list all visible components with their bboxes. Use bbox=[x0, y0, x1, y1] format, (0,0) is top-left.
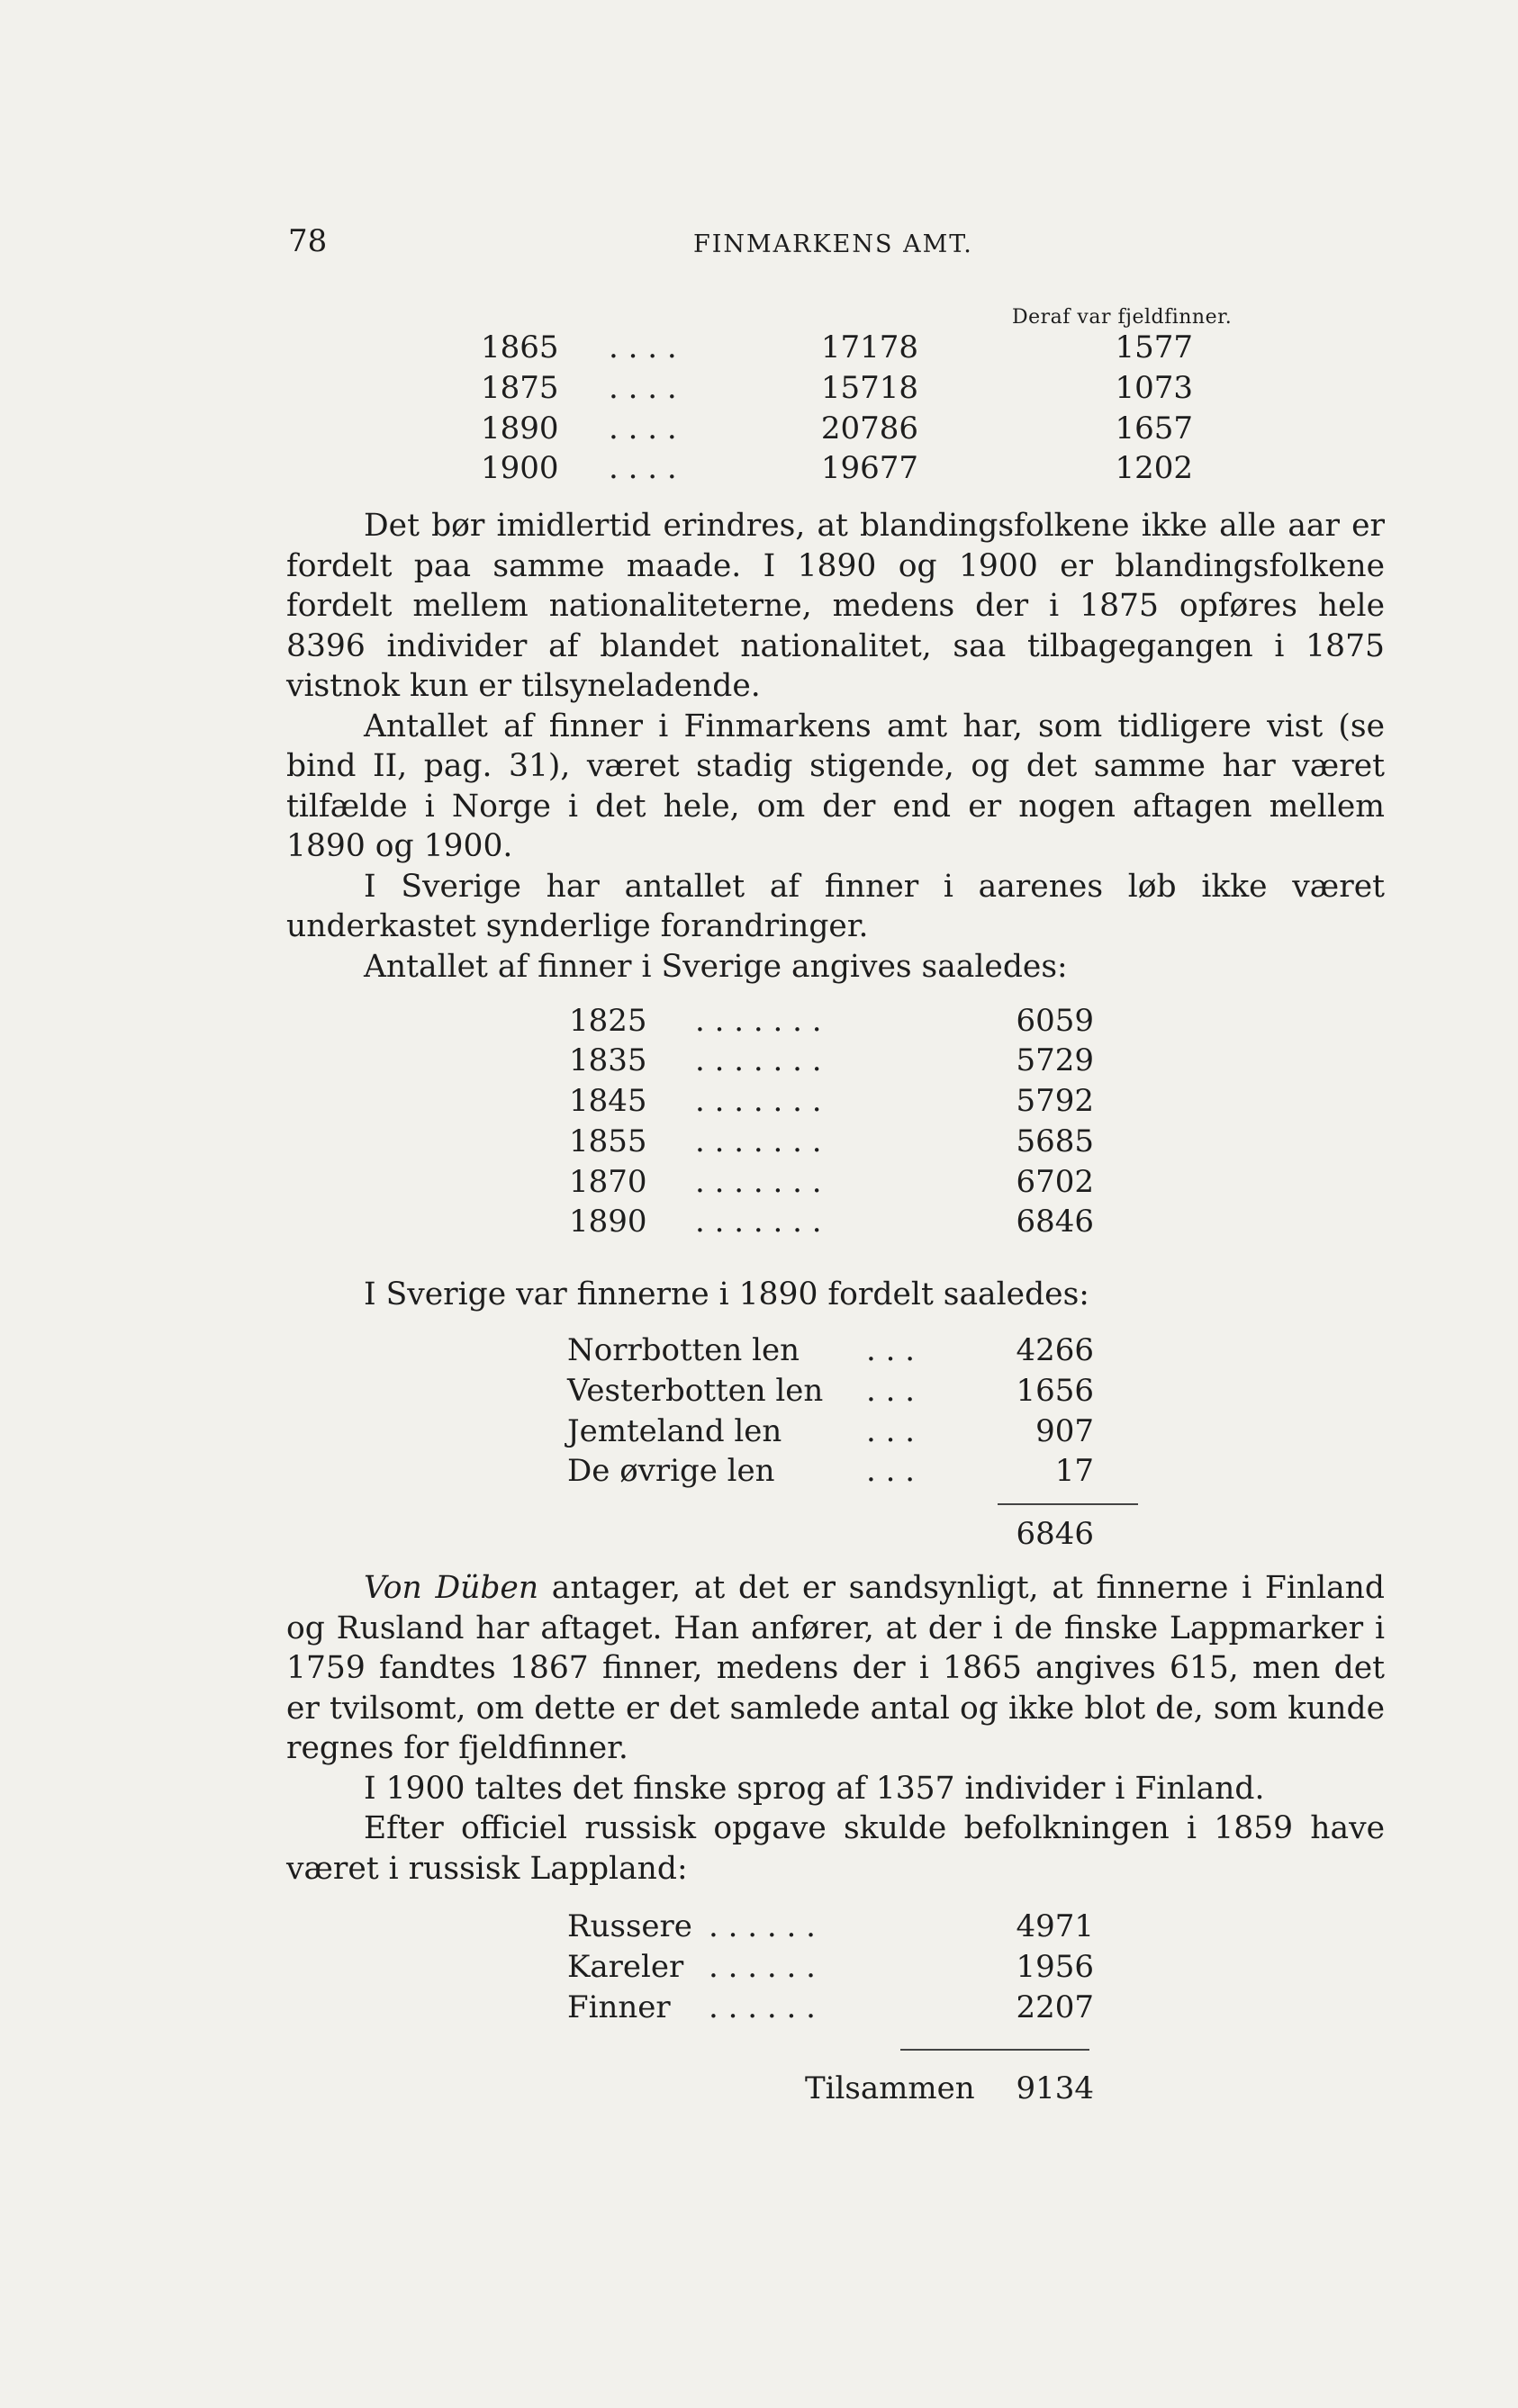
table3-total: 6846 bbox=[1016, 1516, 1094, 1552]
table1-row-total: 19677 bbox=[820, 450, 918, 486]
table1-row-total: 15718 bbox=[820, 370, 918, 406]
table4-row-value: 4971 bbox=[1016, 1908, 1094, 1944]
running-header: FINMARKENS AMT. bbox=[693, 230, 973, 258]
table3-row-value: 4266 bbox=[1016, 1332, 1094, 1368]
table4-sum-rule bbox=[900, 2049, 1089, 2051]
body-text-block-1 bbox=[286, 506, 1385, 987]
table1-row-total: 17178 bbox=[820, 329, 918, 365]
table2-row-year: 1825 bbox=[569, 1003, 647, 1039]
table2-row-value: 6702 bbox=[1016, 1164, 1094, 1200]
table2-row-value: 6846 bbox=[1016, 1204, 1094, 1240]
table2-row-dots: . . . . . . . bbox=[695, 1003, 822, 1039]
table2-row-year: 1890 bbox=[569, 1204, 647, 1240]
table2-row-value: 6059 bbox=[1016, 1003, 1094, 1039]
table1-row-total: 20786 bbox=[820, 410, 918, 446]
table3-row-name: Vesterbotten len bbox=[567, 1373, 824, 1409]
paragraph-finmarken: Antallet af finner i Finmarkens amt har, som tidligere vist (se bind II, pag. 31), været stadig stigende, og det samme har været tilfælde i Norge i det hele, om der end er nogen aftagen mellem 1890 og 1900. bbox=[286, 708, 1385, 864]
paragraph-von-duben-text: antager, at det er sandsynligt, at finnerne i Finland og Rusland har aftaget. Han anfører, at der i de finske Lappmarker i 1759 fandtes 1867 finner, medens der i 1865 angives 615, men det er tvilsomt, om dette er det samlede antal og ikke blot de, som kunde regnes for fjeldfinner. bbox=[286, 1570, 1385, 1766]
table2-row-year: 1835 bbox=[569, 1042, 647, 1078]
table4-row-name: Kareler bbox=[567, 1949, 684, 1985]
table3-row-name: Jemteland len bbox=[567, 1413, 782, 1449]
table3-row-value: 17 bbox=[1054, 1453, 1094, 1489]
body-text-block-2 bbox=[286, 1275, 1385, 1315]
table4-row-value: 1956 bbox=[1016, 1949, 1094, 1985]
table4-row-value: 2207 bbox=[1016, 1989, 1094, 2025]
table2-row-year: 1855 bbox=[569, 1123, 647, 1159]
table3-row-name: De øvrige len bbox=[567, 1453, 775, 1489]
table4-row-dots: . . . . . . bbox=[709, 1908, 816, 1944]
paragraph-von-duben bbox=[286, 1568, 1385, 1769]
table1-row-dots: . . . . bbox=[609, 329, 677, 365]
table1-row-fjeld: 1202 bbox=[1115, 450, 1193, 486]
table1-row-fjeld: 1073 bbox=[1115, 370, 1193, 406]
table4-row-name: Russere bbox=[567, 1908, 692, 1944]
paragraph-sverige-1890: I Sverige var finnerne i 1890 fordelt saaledes: bbox=[364, 1276, 1089, 1312]
table1-row-year: 1875 bbox=[481, 370, 559, 406]
paragraph-finland-1900: I 1900 taltes det finske sprog af 1357 individer i Finland. bbox=[364, 1770, 1265, 1807]
table1-row-year: 1890 bbox=[481, 410, 559, 446]
paragraph-russisk-lappland: Efter officiel russisk opgave skulde befolkningen i 1859 have været i russisk Lappland: bbox=[286, 1810, 1385, 1887]
table3-row-value: 1656 bbox=[1016, 1373, 1094, 1409]
table3-row-name: Norrbotten len bbox=[567, 1332, 800, 1368]
table3-row-value: 907 bbox=[1035, 1413, 1094, 1449]
table3-row-dots: . . . bbox=[866, 1453, 916, 1489]
table1-row-dots: . . . . bbox=[609, 450, 677, 486]
table2-row-dots: . . . . . . . bbox=[695, 1204, 822, 1240]
table4-row-name: Finner bbox=[567, 1989, 671, 2025]
table4-total-label: Tilsammen bbox=[805, 2070, 975, 2106]
table2-row-dots: . . . . . . . bbox=[695, 1083, 822, 1119]
table2-row-dots: . . . . . . . bbox=[695, 1042, 822, 1078]
table2-row-dots: . . . . . . . bbox=[695, 1123, 822, 1159]
table2-row-value: 5729 bbox=[1016, 1042, 1094, 1078]
body-text-block-3 bbox=[286, 1568, 1385, 1889]
table1-row-dots: . . . . bbox=[609, 410, 677, 446]
table1-row-fjeld: 1577 bbox=[1115, 329, 1193, 365]
paragraph-sverige-intro: Antallet af finner i Sverige angives saaledes: bbox=[364, 948, 1068, 985]
table4-row-dots: . . . . . . bbox=[709, 1949, 816, 1985]
paragraph-blandingsfolk: Det bør imidlertid erindres, at blandingsfolkene ikke alle aar er fordelt paa samme maade. I 1890 og 1900 er blandingsfolkene fordelt mellem nationaliteterne, medens der i 1875 opføres hele 8396 individer af blandet nationalitet, saa tilbagegangen i 1875 vistnok kun er tilsyneladende. bbox=[286, 508, 1385, 704]
table2-row-value: 5792 bbox=[1016, 1083, 1094, 1119]
paragraph-sverige: I Sverige har antallet af finner i aarenes løb ikke været underkastet synderlige forandringer. bbox=[286, 868, 1385, 944]
page-number: 78 bbox=[288, 223, 328, 259]
author-name: Von Düben bbox=[364, 1570, 539, 1606]
table2-row-value: 5685 bbox=[1016, 1123, 1094, 1159]
table1-row-fjeld: 1657 bbox=[1115, 410, 1193, 446]
table2-row-year: 1845 bbox=[569, 1083, 647, 1119]
table1-row-year: 1900 bbox=[481, 450, 559, 486]
table1-column-header: Deraf var fjeldfinner. bbox=[1012, 306, 1233, 329]
table4-row-dots: . . . . . . bbox=[709, 1989, 816, 2025]
table4-total: 9134 bbox=[1016, 2070, 1094, 2106]
table2-row-year: 1870 bbox=[569, 1164, 647, 1200]
table3-row-dots: . . . bbox=[866, 1332, 916, 1368]
table1-row-year: 1865 bbox=[481, 329, 559, 365]
table3-sum-rule bbox=[998, 1503, 1138, 1505]
table3-row-dots: . . . bbox=[866, 1413, 916, 1449]
table2-row-dots: . . . . . . . bbox=[695, 1164, 822, 1200]
table3-row-dots: . . . bbox=[866, 1373, 916, 1409]
table1-row-dots: . . . . bbox=[609, 370, 677, 406]
